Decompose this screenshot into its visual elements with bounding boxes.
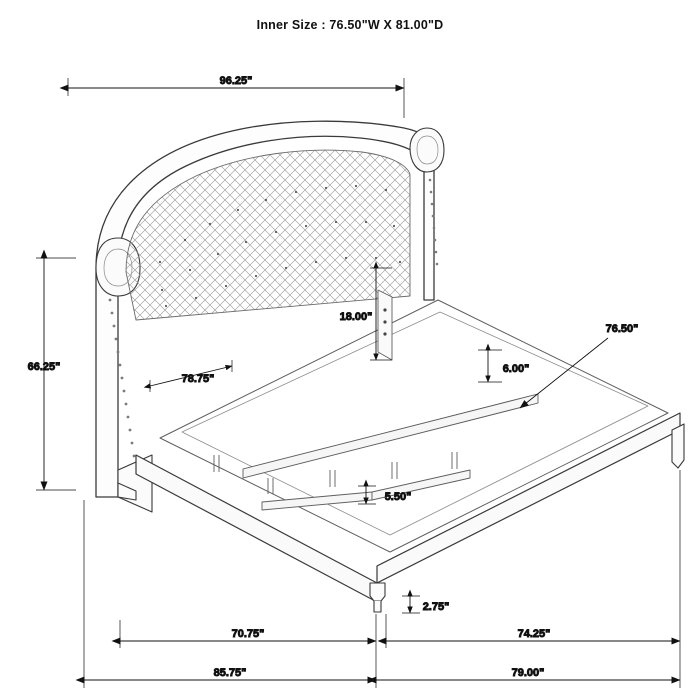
headboard-bracket [378,290,392,360]
dim-bottom-right-label: 74.25" [517,628,551,640]
dim-overall-right [376,667,680,680]
dim-overall-right-label: 79.00" [511,667,545,679]
dim-foot-clearance-label: 2.75" [422,601,450,613]
right-rear-leg [672,424,684,468]
dim-foot-clearance [402,596,449,613]
dim-panel-width-label: 78.75" [181,373,215,385]
dim-top-width [68,75,404,88]
dim-headboard-gap-label: 18.00" [339,311,373,323]
callout-inner-width-label: 76.50" [605,323,639,335]
front-foot-post [370,583,385,601]
dim-bottom-right [386,628,680,641]
dim-top-width-label: 96.25" [219,75,253,87]
dim-left-height-label: 66.25" [27,361,61,373]
dim-left-height [28,258,61,490]
dim-bottom-left [120,628,376,641]
dim-bottom-left-label: 70.75" [231,628,265,640]
dim-panel-width [150,360,232,392]
dim-overall-left [84,667,376,680]
dim-slat-height-label: 5.50" [384,491,412,503]
dim-overall-left-label: 85.75" [213,667,247,679]
bed-illustration [96,121,684,612]
dim-rail-height-label: 6.00" [502,363,530,375]
headboard-right-roll [410,128,444,172]
front-foot-taper [374,601,381,612]
page-title: Inner Size : 76.50"W X 81.00"D [256,18,444,32]
